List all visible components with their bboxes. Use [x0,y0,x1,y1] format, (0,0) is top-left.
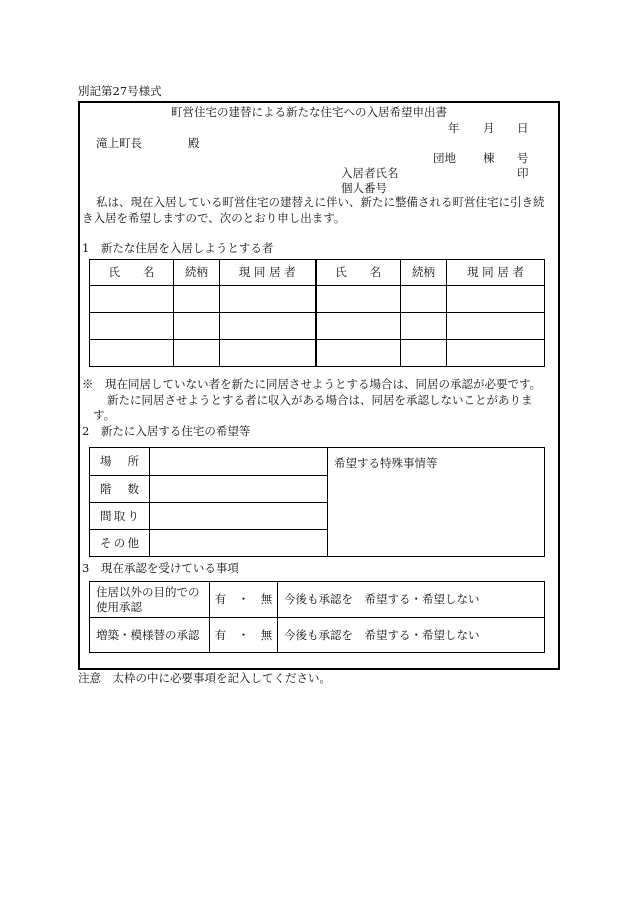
layout-input[interactable] [150,503,328,530]
cohabitant-cell[interactable] [220,313,316,340]
name-cell[interactable] [316,340,401,367]
header-name-2: 氏 名 [316,260,401,286]
relation-cell[interactable] [174,286,220,313]
renovation-approval-future[interactable]: 今後も承認を 希望する・希望しない [278,618,545,653]
relation-cell[interactable] [401,286,447,313]
floor-label: 階数 [90,476,150,503]
name-cell[interactable] [316,313,401,340]
addressee-name: 滝上町長 [96,136,142,150]
cohabitation-note-line-1: ※ 現在同居していない者を新たに同居させようとする場合は、同居の承認が必要です。 [82,377,542,391]
relation-cell[interactable] [401,313,447,340]
applicant-go-label: 号 [517,151,529,165]
cohabitation-note-line-2: 新たに同居させようとする者に収入がある場合は、同居を承認しないことがありま [107,393,533,407]
table-row [90,340,545,367]
section2-heading: 2 新たに入居する住宅の希望等 [82,424,251,438]
date-day: 日 [517,121,529,135]
cohabitant-cell[interactable] [447,286,545,313]
footer-note: 注意 太枠の中に必要事項を記入してください。 [78,671,331,685]
applicant-id-label: 個人番号 [341,181,387,195]
header-name-1: 氏 名 [90,260,174,286]
current-approvals-table [89,581,545,653]
intro-line-1: 私は、現在入居している町営住宅の建替えに伴い、新たに整備される町営住宅に引き続 [96,195,545,209]
other-input[interactable] [150,530,328,557]
cohabitant-cell[interactable] [220,286,316,313]
table-row [90,286,545,313]
name-cell[interactable] [316,286,401,313]
name-cell[interactable] [90,313,174,340]
cohabitant-cell[interactable] [447,340,545,367]
cohabitant-cell[interactable] [447,313,545,340]
applicant-seal: 印 [517,166,529,180]
special-circumstances-label: 希望する特殊事情等 [334,456,438,470]
header-current-cohabitant-2: 現 同 居 者 [447,260,545,286]
floor-input[interactable] [150,476,328,503]
header-relation-1: 続柄 [174,260,220,286]
non-residential-use-future[interactable]: 今後も承認を 希望する・希望しない [278,582,545,618]
applicant-danchi-label: 団地 [433,151,456,165]
renovation-approval-label: 増築・模様替の承認 [90,618,210,653]
renovation-approval-yes-no[interactable]: 有 ・ 無 [210,618,278,653]
date-year: 年 [448,121,460,135]
applicant-mune-label: 棟 [483,151,495,165]
relation-cell[interactable] [174,340,220,367]
non-residential-use-label-line-1: 住居以外の目的での [96,585,200,600]
section1-heading: 1 新たな住居を入居しようとする者 [82,241,274,255]
section3-heading: 3 現在承認を受けている事項 [82,561,239,575]
other-label: その他 [90,530,150,557]
applicant-name-label: 入居者氏名 [341,166,399,180]
non-residential-use-yes-no[interactable]: 有 ・ 無 [210,582,278,618]
layout-label: 間取り [90,503,150,530]
non-residential-use-label-line-2: 使用承認 [96,599,142,614]
cohabitant-cell[interactable] [220,340,316,367]
non-residential-use-label [90,582,210,618]
intro-line-2: き入居を希望しますので、次のとおり申し出ます。 [82,211,346,225]
cohabitation-note-line-3: す。 [93,408,116,422]
name-cell[interactable] [90,286,174,313]
header-current-cohabitant-1: 現 同 居 者 [220,260,316,286]
location-label: 場所 [90,448,150,476]
table-row [90,313,545,340]
date-month: 月 [483,121,495,135]
special-circumstances-cell[interactable] [328,448,545,557]
addressee-honorific: 殿 [188,136,200,150]
name-cell[interactable] [90,340,174,367]
relation-cell[interactable] [401,340,447,367]
form-id: 別記第27号様式 [78,84,162,98]
header-relation-2: 続柄 [401,260,447,286]
occupants-table [89,259,545,367]
relation-cell[interactable] [174,313,220,340]
location-input[interactable] [150,448,328,476]
document-title: 町営住宅の建替による新たな住宅への入居希望申出書 [171,105,447,119]
housing-preference-table [89,447,545,557]
